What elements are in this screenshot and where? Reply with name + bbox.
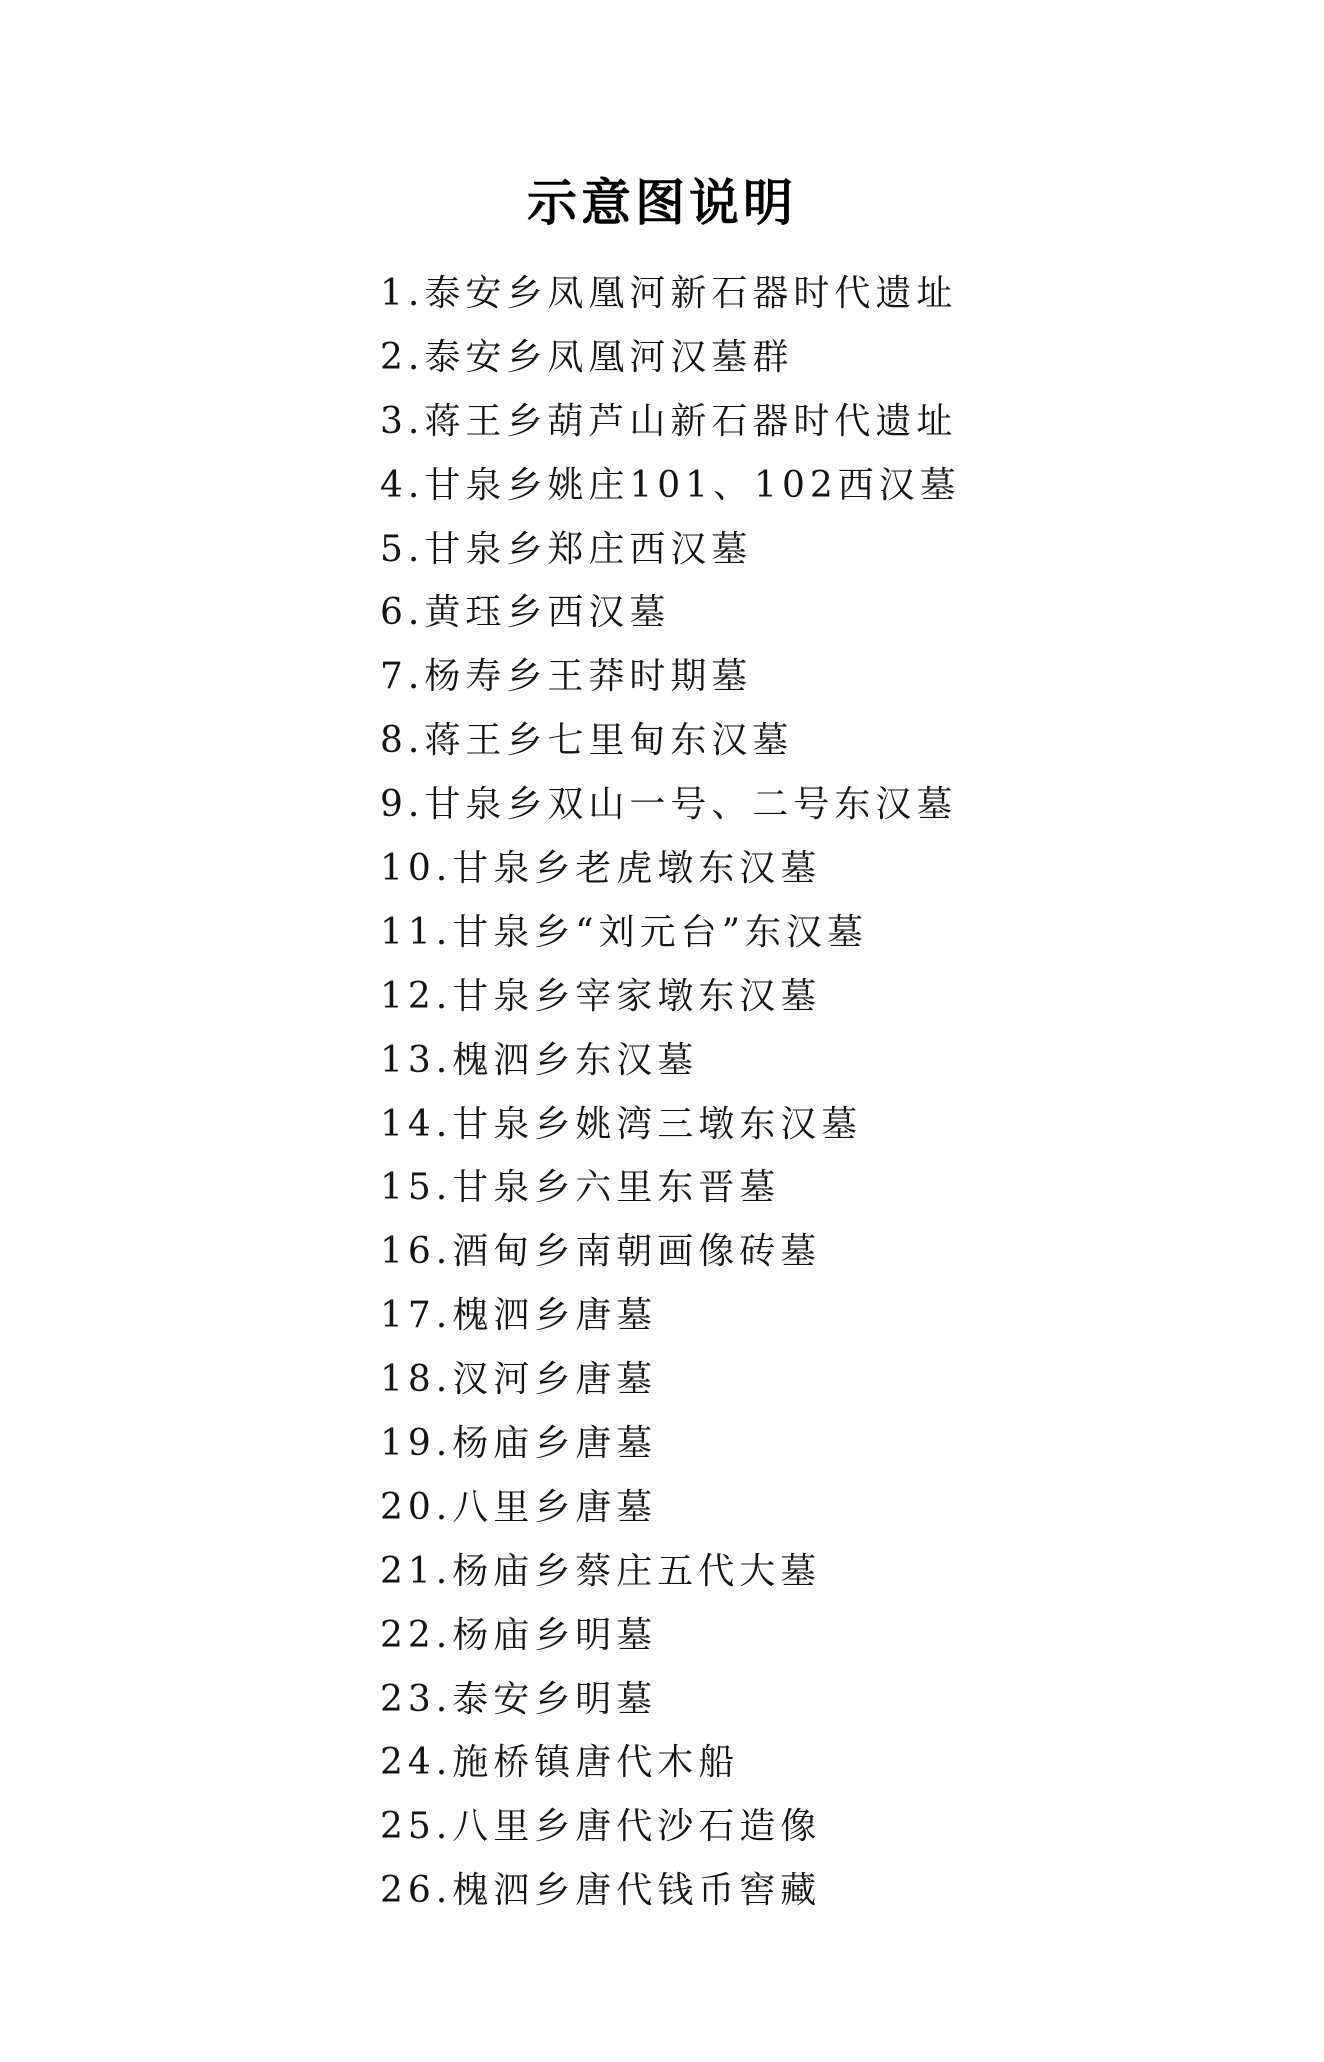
- list-item: 6.黄珏乡西汉墓: [380, 592, 671, 634]
- list-item: 7.杨寿乡王莽时期墓: [380, 656, 753, 698]
- list-item: 14.甘泉乡姚湾三墩东汉墓: [380, 1103, 863, 1145]
- list-item: 9.甘泉乡双山一号、二号东汉墓: [380, 784, 958, 826]
- list-item: 3.蒋王乡葫芦山新石器时代遗址: [380, 400, 958, 442]
- list-item: 26.槐泗乡唐代钱币窖藏: [380, 1870, 822, 1912]
- list-item: 21.杨庙乡蔡庄五代大墓: [380, 1550, 822, 1592]
- list-item: 5.甘泉乡郑庄西汉墓: [380, 528, 753, 570]
- page-title: 示意图说明: [527, 174, 797, 232]
- list-item: 24.施桥镇唐代木船: [380, 1742, 740, 1784]
- list-item: 11.甘泉乡“刘元台”东汉墓: [380, 911, 869, 953]
- list-item: 18.汊河乡唐墓: [380, 1359, 658, 1401]
- list-item: 16.酒甸乡南朝画像砖墓: [380, 1231, 822, 1273]
- list-item: 2.泰安乡凤凰河汉墓群: [380, 336, 794, 378]
- list-item: 19.杨庙乡唐墓: [380, 1423, 658, 1465]
- legend-list: [380, 262, 961, 1923]
- list-item: 17.槐泗乡唐墓: [380, 1295, 658, 1337]
- list-item: 12.甘泉乡宰家墩东汉墓: [380, 975, 822, 1017]
- list-item: 8.蒋王乡七里甸东汉墓: [380, 720, 794, 762]
- list-item: 1.泰安乡凤凰河新石器时代遗址: [380, 273, 958, 314]
- list-item: 15.甘泉乡六里东晋墓: [380, 1167, 781, 1209]
- list-item: 23.泰安乡明墓: [380, 1678, 658, 1720]
- list-item: 20.八里乡唐墓: [380, 1486, 658, 1528]
- list-item: 10.甘泉乡老虎墩东汉墓: [380, 848, 822, 890]
- list-item: 22.杨庙乡明墓: [380, 1614, 658, 1656]
- list-item: 25.八里乡唐代沙石造像: [380, 1806, 822, 1848]
- list-item: 13.槐泗乡东汉墓: [380, 1039, 699, 1081]
- list-item: 4.甘泉乡姚庄101、102西汉墓: [380, 464, 961, 506]
